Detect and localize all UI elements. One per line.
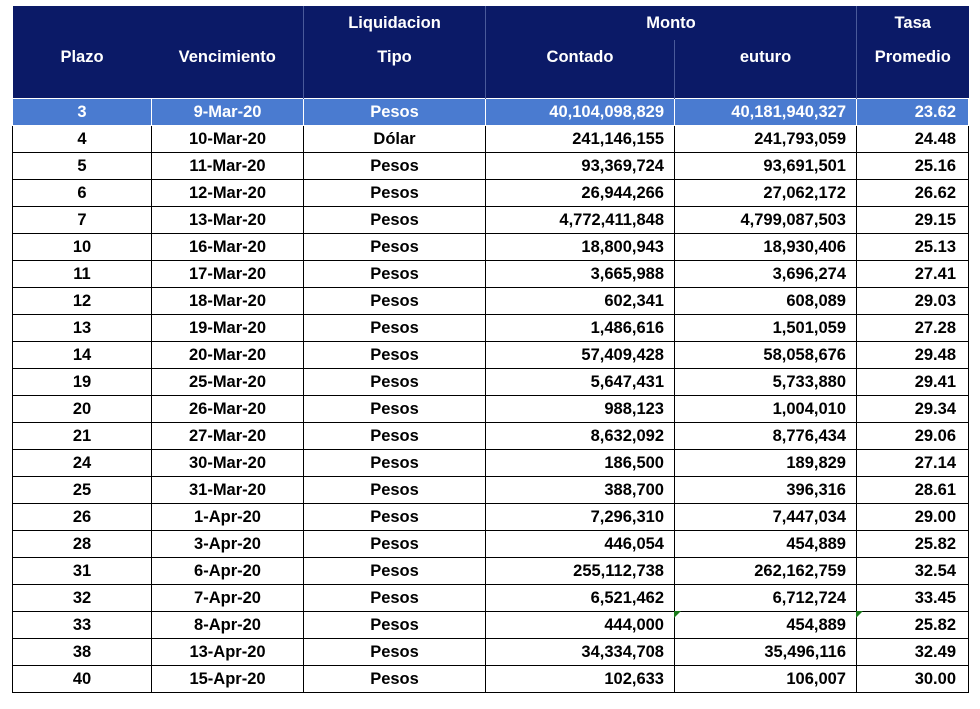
cell-tipo[interactable]: Pesos <box>304 450 486 477</box>
table-row[interactable] <box>13 261 969 288</box>
settlement-table <box>12 6 969 693</box>
cell-tipo[interactable]: Pesos <box>304 423 486 450</box>
cell-plazo[interactable]: 40 <box>13 666 152 693</box>
cell-contado[interactable]: 5,647,431 <box>486 369 675 396</box>
header-blank-plazo <box>13 6 152 40</box>
cell-tasa[interactable]: 28.61 <box>857 477 969 504</box>
cell-futuro[interactable]: 454,889 <box>675 612 857 639</box>
cell-futuro[interactable]: 40,181,940,327 <box>675 99 857 126</box>
cell-futuro[interactable]: 8,776,434 <box>675 423 857 450</box>
error-indicator-icon <box>856 611 863 618</box>
cell-tipo[interactable]: Dólar <box>304 126 486 153</box>
table-row[interactable] <box>13 423 969 450</box>
cell-plazo[interactable]: 32 <box>13 585 152 612</box>
cell-tasa[interactable]: 29.48 <box>857 342 969 369</box>
cell-plazo[interactable]: 38 <box>13 639 152 666</box>
cell-vencimiento[interactable]: 16-Mar-20 <box>152 234 304 261</box>
cell-tipo[interactable]: Pesos <box>304 396 486 423</box>
table-row[interactable] <box>13 153 969 180</box>
header-liquidacion: Liquidacion <box>304 6 486 40</box>
cell-vencimiento[interactable]: 7-Apr-20 <box>152 585 304 612</box>
table-row[interactable] <box>13 288 969 315</box>
cell-futuro[interactable]: 7,447,034 <box>675 504 857 531</box>
cell-tasa[interactable]: 27.41 <box>857 261 969 288</box>
cell-futuro[interactable]: 93,691,501 <box>675 153 857 180</box>
cell-vencimiento[interactable]: 15-Apr-20 <box>152 666 304 693</box>
cell-tasa[interactable]: 25.82 <box>857 531 969 558</box>
table-row[interactable] <box>13 180 969 207</box>
cell-futuro[interactable]: 4,799,087,503 <box>675 207 857 234</box>
cell-contado[interactable]: 18,800,943 <box>486 234 675 261</box>
table-body <box>13 99 969 693</box>
cell-futuro[interactable]: 3,696,274 <box>675 261 857 288</box>
cell-contado[interactable]: 57,409,428 <box>486 342 675 369</box>
cell-contado[interactable]: 8,632,092 <box>486 423 675 450</box>
table-row[interactable] <box>13 315 969 342</box>
cell-plazo[interactable]: 11 <box>13 261 152 288</box>
cell-contado[interactable]: 40,104,098,829 <box>486 99 675 126</box>
cell-tipo[interactable]: Pesos <box>304 180 486 207</box>
cell-futuro[interactable]: 396,316 <box>675 477 857 504</box>
cell-futuro[interactable]: 106,007 <box>675 666 857 693</box>
table-row[interactable] <box>13 369 969 396</box>
cell-tasa[interactable]: 30.00 <box>857 666 969 693</box>
cell-plazo[interactable]: 5 <box>13 153 152 180</box>
cell-futuro[interactable]: 454,889 <box>675 531 857 558</box>
cell-contado[interactable]: 6,521,462 <box>486 585 675 612</box>
cell-vencimiento[interactable]: 13-Mar-20 <box>152 207 304 234</box>
cell-plazo[interactable]: 4 <box>13 126 152 153</box>
header-spacer <box>486 74 675 99</box>
cell-futuro[interactable]: 608,089 <box>675 288 857 315</box>
cell-futuro[interactable]: 27,062,172 <box>675 180 857 207</box>
cell-vencimiento[interactable]: 31-Mar-20 <box>152 477 304 504</box>
cell-plazo[interactable]: 14 <box>13 342 152 369</box>
cell-tasa[interactable]: 29.03 <box>857 288 969 315</box>
cell-contado[interactable]: 255,112,738 <box>486 558 675 585</box>
cell-plazo[interactable]: 26 <box>13 504 152 531</box>
cell-tasa[interactable]: 29.34 <box>857 396 969 423</box>
cell-tipo[interactable]: Pesos <box>304 288 486 315</box>
cell-contado[interactable]: 7,296,310 <box>486 504 675 531</box>
cell-vencimiento[interactable]: 13-Apr-20 <box>152 639 304 666</box>
cell-contado[interactable]: 186,500 <box>486 450 675 477</box>
cell-vencimiento[interactable]: 9-Mar-20 <box>152 99 304 126</box>
cell-futuro[interactable]: 241,793,059 <box>675 126 857 153</box>
cell-futuro[interactable]: 35,496,116 <box>675 639 857 666</box>
header-spacer <box>13 74 152 99</box>
cell-tasa[interactable]: 23.62 <box>857 99 969 126</box>
cell-contado[interactable]: 1,486,616 <box>486 315 675 342</box>
header-tipo: Tipo <box>304 40 486 74</box>
table-row[interactable] <box>13 234 969 261</box>
header-spacer <box>675 74 857 99</box>
table-row[interactable] <box>13 207 969 234</box>
header-spacer <box>304 74 486 99</box>
cell-vencimiento[interactable]: 11-Mar-20 <box>152 153 304 180</box>
cell-tipo[interactable]: Pesos <box>304 153 486 180</box>
cell-tasa[interactable]: 29.15 <box>857 207 969 234</box>
cell-tipo[interactable]: Pesos <box>304 585 486 612</box>
cell-tasa[interactable]: 29.00 <box>857 504 969 531</box>
cell-tipo[interactable]: Pesos <box>304 639 486 666</box>
table-row[interactable] <box>13 666 969 693</box>
header-blank-vencimiento <box>152 6 304 40</box>
table-row[interactable] <box>13 504 969 531</box>
cell-plazo[interactable]: 21 <box>13 423 152 450</box>
cell-contado[interactable]: 4,772,411,848 <box>486 207 675 234</box>
cell-plazo[interactable]: 10 <box>13 234 152 261</box>
cell-plazo[interactable]: 6 <box>13 180 152 207</box>
header-futuro: euturo <box>675 40 857 74</box>
cell-futuro[interactable]: 18,930,406 <box>675 234 857 261</box>
table-row[interactable] <box>13 477 969 504</box>
cell-tipo[interactable]: Pesos <box>304 504 486 531</box>
table-row[interactable] <box>13 558 969 585</box>
cell-contado[interactable]: 602,341 <box>486 288 675 315</box>
cell-vencimiento[interactable]: 27-Mar-20 <box>152 423 304 450</box>
table-row[interactable] <box>13 531 969 558</box>
header-promedio: Promedio <box>857 40 969 74</box>
header-plazo: Plazo <box>13 40 152 74</box>
cell-contado[interactable]: 26,944,266 <box>486 180 675 207</box>
cell-tasa[interactable]: 29.06 <box>857 423 969 450</box>
cell-tasa[interactable]: 24.48 <box>857 126 969 153</box>
header-tasa: Tasa <box>857 6 969 40</box>
cell-futuro[interactable]: 58,058,676 <box>675 342 857 369</box>
cell-vencimiento[interactable]: 6-Apr-20 <box>152 558 304 585</box>
cell-tasa[interactable]: 26.62 <box>857 180 969 207</box>
cell-vencimiento[interactable]: 17-Mar-20 <box>152 261 304 288</box>
cell-vencimiento[interactable]: 26-Mar-20 <box>152 396 304 423</box>
table-row[interactable] <box>13 126 969 153</box>
table-row[interactable] <box>13 450 969 477</box>
cell-plazo[interactable]: 20 <box>13 396 152 423</box>
cell-vencimiento[interactable]: 20-Mar-20 <box>152 342 304 369</box>
cell-futuro[interactable]: 189,829 <box>675 450 857 477</box>
cell-vencimiento[interactable]: 1-Apr-20 <box>152 504 304 531</box>
header-spacer <box>152 74 304 99</box>
cell-vencimiento[interactable]: 10-Mar-20 <box>152 126 304 153</box>
cell-tipo[interactable]: Pesos <box>304 531 486 558</box>
cell-tipo[interactable]: Pesos <box>304 666 486 693</box>
cell-tipo[interactable]: Pesos <box>304 342 486 369</box>
cell-tipo[interactable]: Pesos <box>304 99 486 126</box>
cell-tipo[interactable]: Pesos <box>304 558 486 585</box>
cell-vencimiento[interactable]: 25-Mar-20 <box>152 369 304 396</box>
cell-futuro[interactable]: 6,712,724 <box>675 585 857 612</box>
cell-plazo[interactable]: 7 <box>13 207 152 234</box>
cell-plazo[interactable]: 13 <box>13 315 152 342</box>
cell-tasa[interactable]: 25.82 <box>857 612 969 639</box>
cell-contado[interactable]: 988,123 <box>486 396 675 423</box>
cell-tipo[interactable]: Pesos <box>304 234 486 261</box>
table-row[interactable] <box>13 342 969 369</box>
cell-plazo[interactable]: 3 <box>13 99 152 126</box>
cell-vencimiento[interactable]: 19-Mar-20 <box>152 315 304 342</box>
cell-futuro[interactable]: 262,162,759 <box>675 558 857 585</box>
table-row[interactable] <box>13 99 969 126</box>
header-monto: Monto <box>486 6 857 40</box>
header-spacer <box>857 74 969 99</box>
cell-tasa[interactable]: 32.49 <box>857 639 969 666</box>
cell-contado[interactable]: 102,633 <box>486 666 675 693</box>
cell-tipo[interactable]: Pesos <box>304 612 486 639</box>
cell-contado[interactable]: 93,369,724 <box>486 153 675 180</box>
cell-contado[interactable]: 388,700 <box>486 477 675 504</box>
cell-plazo[interactable]: 24 <box>13 450 152 477</box>
cell-contado[interactable]: 34,334,708 <box>486 639 675 666</box>
cell-contado[interactable]: 241,146,155 <box>486 126 675 153</box>
cell-contado[interactable]: 3,665,988 <box>486 261 675 288</box>
table-header <box>13 6 969 99</box>
error-indicator-icon <box>674 611 681 618</box>
cell-vencimiento[interactable]: 30-Mar-20 <box>152 450 304 477</box>
header-vencimiento: Vencimiento <box>152 40 304 74</box>
cell-tasa[interactable]: 25.16 <box>857 153 969 180</box>
spreadsheet-table-container <box>12 6 969 693</box>
cell-tasa[interactable]: 29.41 <box>857 369 969 396</box>
cell-futuro[interactable]: 5,733,880 <box>675 369 857 396</box>
cell-plazo[interactable]: 31 <box>13 558 152 585</box>
table-row[interactable] <box>13 612 969 639</box>
cell-tipo[interactable]: Pesos <box>304 369 486 396</box>
cell-futuro[interactable]: 1,004,010 <box>675 396 857 423</box>
cell-tipo[interactable]: Pesos <box>304 261 486 288</box>
cell-plazo[interactable]: 12 <box>13 288 152 315</box>
cell-tasa[interactable]: 27.28 <box>857 315 969 342</box>
cell-tipo[interactable]: Pesos <box>304 315 486 342</box>
cell-plazo[interactable]: 25 <box>13 477 152 504</box>
cell-tasa[interactable]: 33.45 <box>857 585 969 612</box>
cell-vencimiento[interactable]: 18-Mar-20 <box>152 288 304 315</box>
header-contado: Contado <box>486 40 675 74</box>
cell-contado[interactable]: 444,000 <box>486 612 675 639</box>
cell-tasa[interactable]: 32.54 <box>857 558 969 585</box>
cell-vencimiento[interactable]: 12-Mar-20 <box>152 180 304 207</box>
cell-vencimiento[interactable]: 3-Apr-20 <box>152 531 304 558</box>
cell-plazo[interactable]: 19 <box>13 369 152 396</box>
table-row[interactable] <box>13 585 969 612</box>
cell-tasa[interactable]: 27.14 <box>857 450 969 477</box>
table-row[interactable] <box>13 396 969 423</box>
cell-futuro[interactable]: 1,501,059 <box>675 315 857 342</box>
cell-plazo[interactable]: 33 <box>13 612 152 639</box>
cell-tipo[interactable]: Pesos <box>304 207 486 234</box>
cell-vencimiento[interactable]: 8-Apr-20 <box>152 612 304 639</box>
cell-tipo[interactable]: Pesos <box>304 477 486 504</box>
cell-contado[interactable]: 446,054 <box>486 531 675 558</box>
cell-tasa[interactable]: 25.13 <box>857 234 969 261</box>
table-row[interactable] <box>13 639 969 666</box>
cell-plazo[interactable]: 28 <box>13 531 152 558</box>
